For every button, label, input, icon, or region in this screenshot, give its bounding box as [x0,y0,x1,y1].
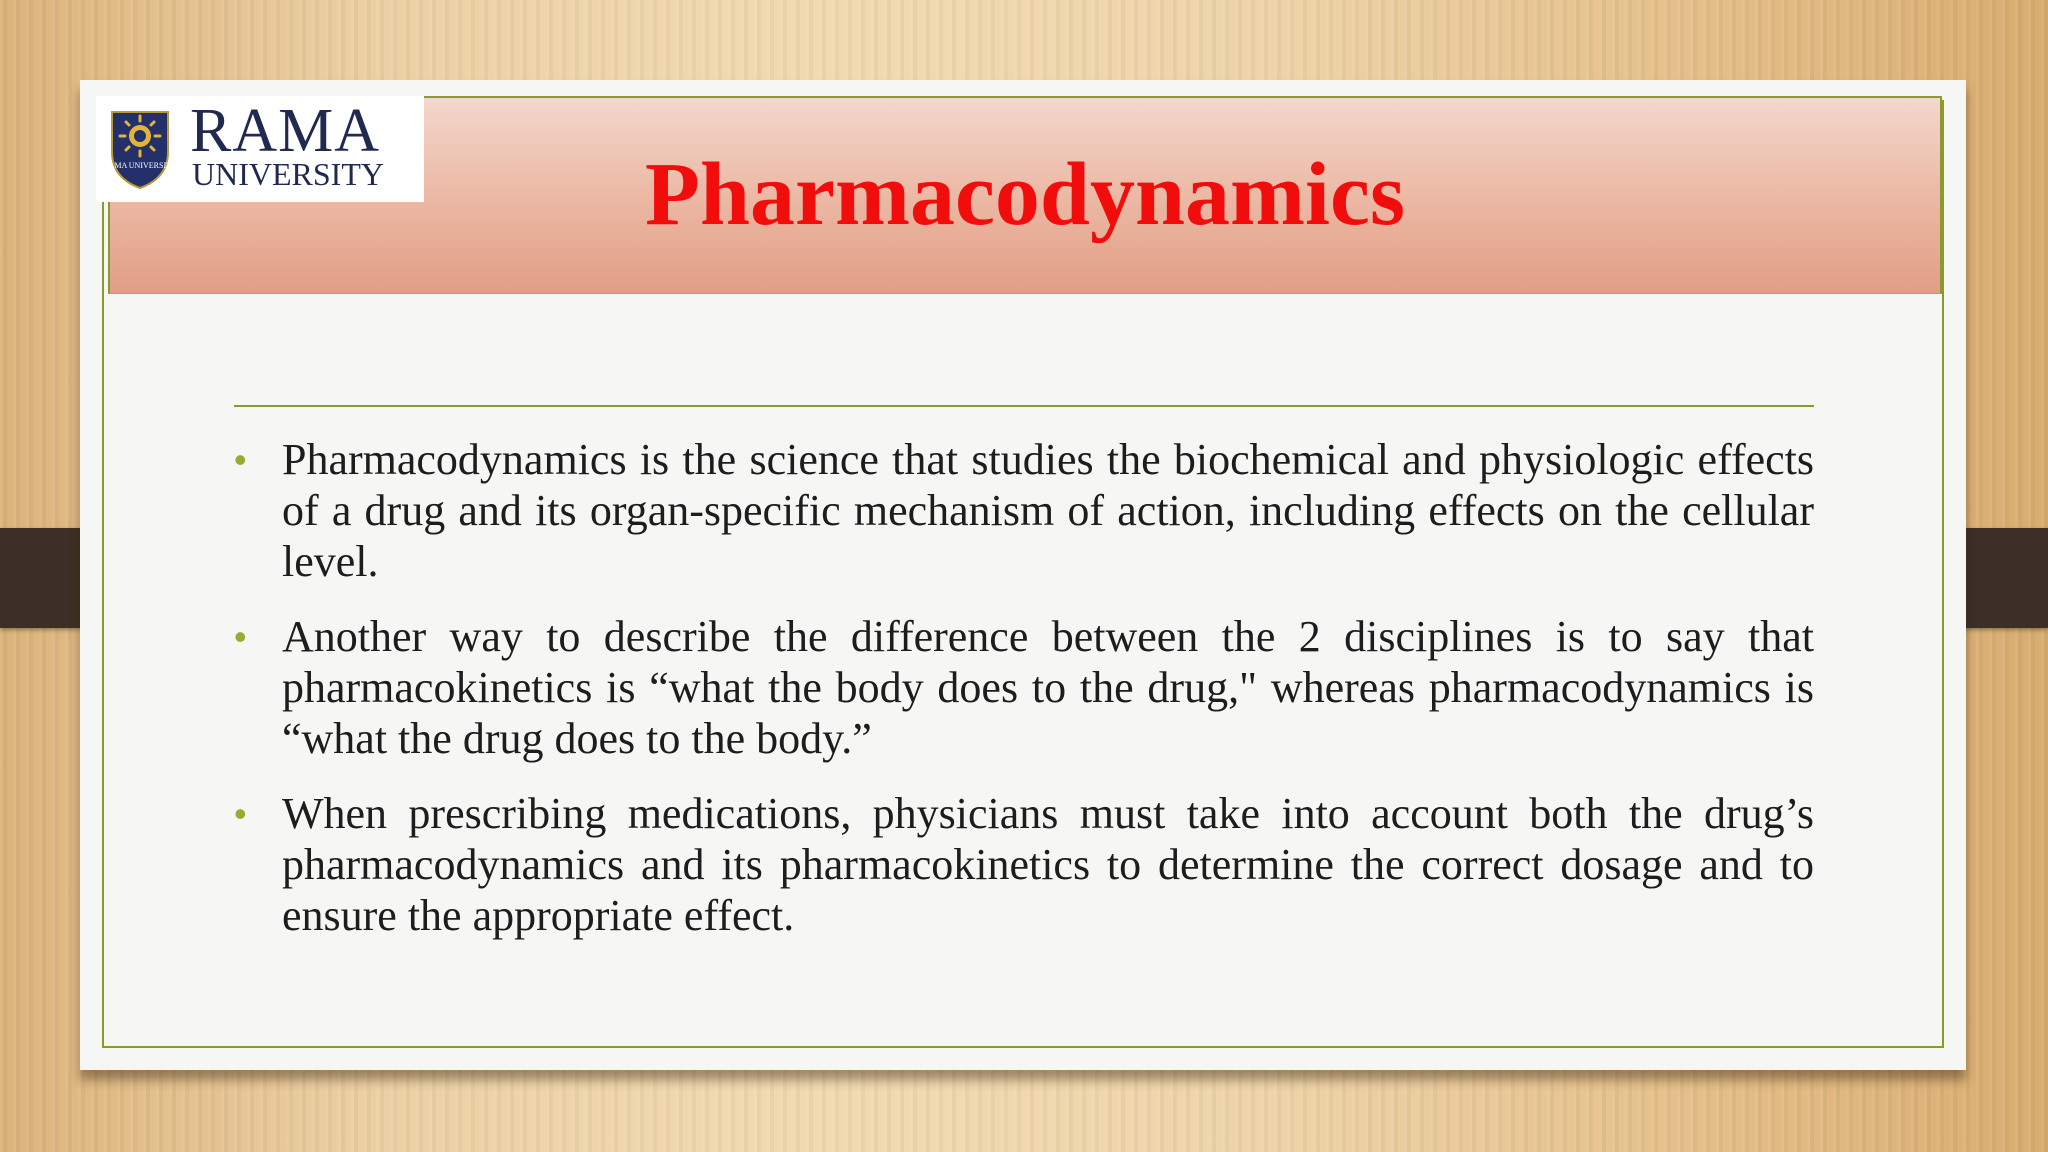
bullet-text: Pharmacodynamics is the science that studies the biochemical and physiologic effects of a drug and its organ-specific mechanism of action, including effects on the cellular level. [282,435,1814,586]
logo-subtitle: UNIVERSITY [192,156,384,192]
bullet-text: Another way to describe the difference between the 2 disciplines is to say that pharmacokinetics is “what the body does to the drug," whereas pharmacodynamics is “what the drug does to the body.” [282,612,1814,763]
bullet-icon: • [234,616,247,657]
title-divider [234,405,1814,407]
bullet-icon: • [234,793,247,834]
list-item [234,611,1814,764]
bullet-list [234,434,1814,965]
crest-lettering: RAMA UNIVERSITY [103,161,177,170]
list-item [234,788,1814,941]
list-item [234,434,1814,587]
bullet-icon: • [234,439,247,480]
bullet-text: When prescribing medications, physicians must take into account both the drug’s pharmacodynamics and its pharmacokinetics to determine the correct dosage and to ensure the appropriate effect. [282,789,1814,940]
logo-wordmark: RAMA [190,97,381,165]
slide-title: Pharmacodynamics [645,145,1405,244]
